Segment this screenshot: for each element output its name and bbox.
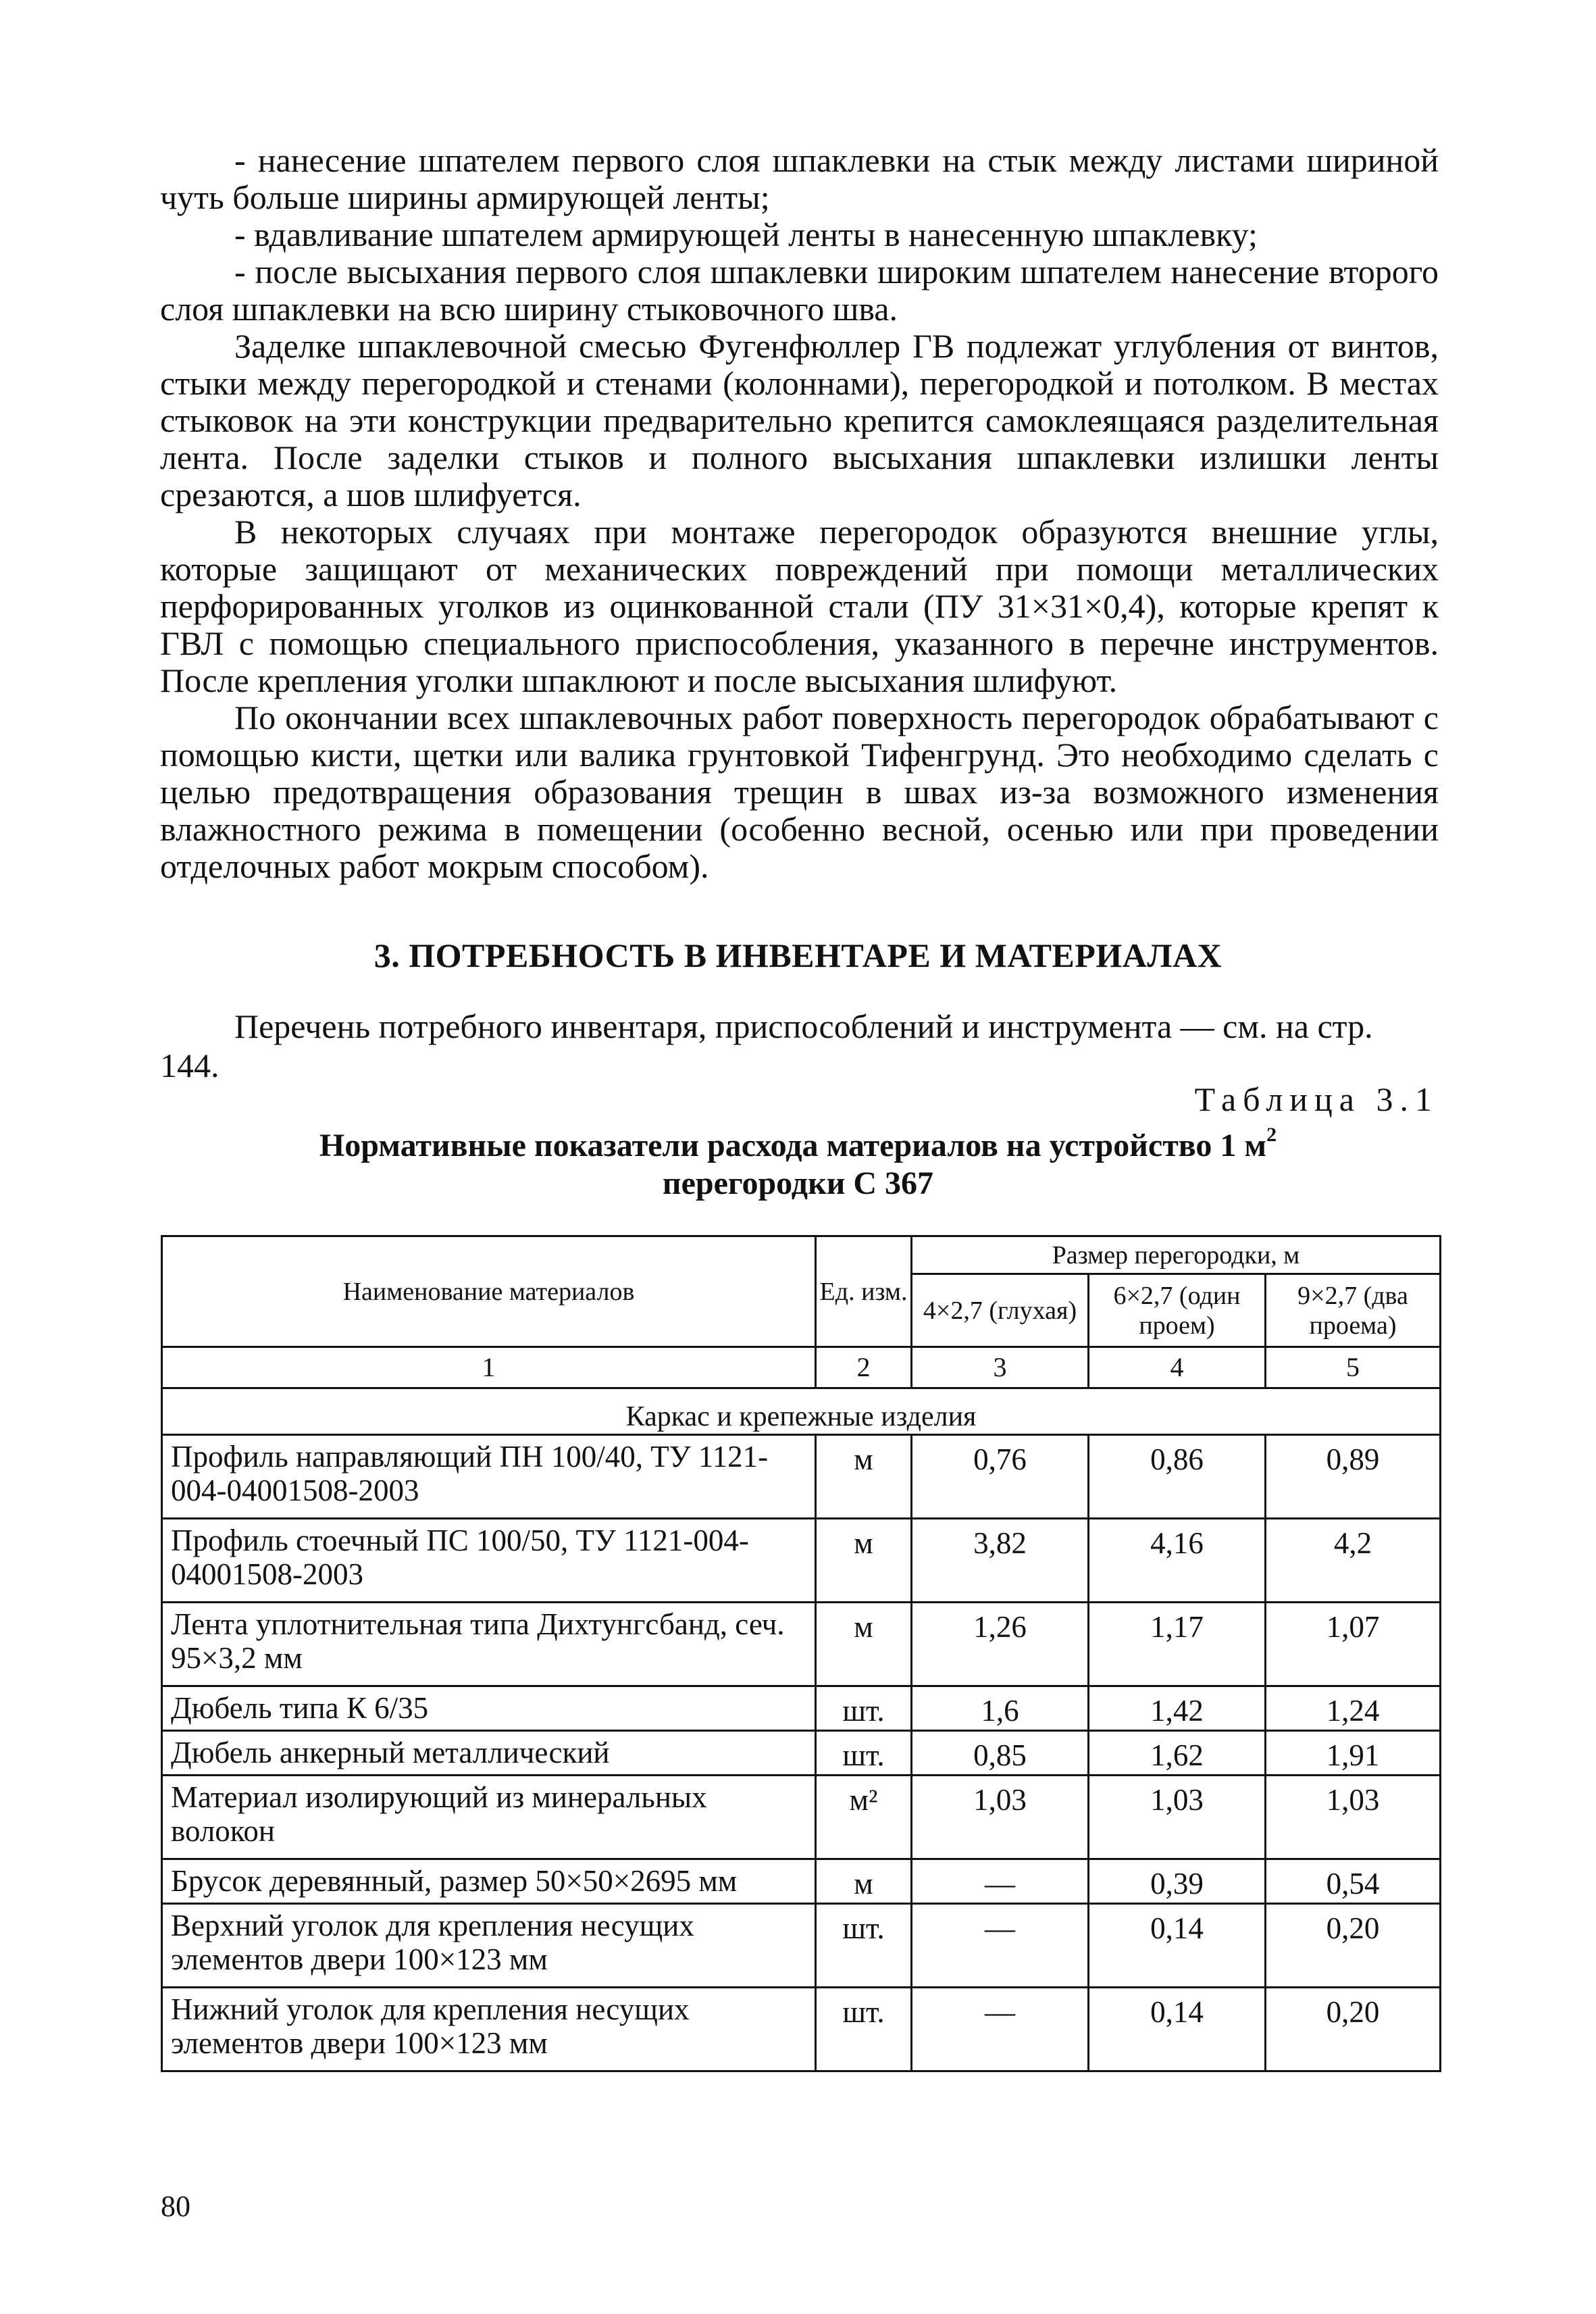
value-cell: 0,39 bbox=[1089, 1859, 1266, 1904]
material-name: Профиль направляющий ПН 100/40, ТУ 1121-004-04001508-2003 bbox=[162, 1435, 816, 1519]
unit-cell: шт. bbox=[816, 1904, 912, 1988]
table-row bbox=[162, 1686, 1441, 1731]
value-cell: 0,20 bbox=[1266, 1904, 1441, 1988]
value-cell: 1,03 bbox=[912, 1776, 1089, 1859]
value-cell: 0,76 bbox=[912, 1435, 1089, 1519]
table-row bbox=[162, 1603, 1441, 1686]
header-col5: 9×2,7 (два проема) bbox=[1266, 1274, 1441, 1347]
table-row bbox=[162, 1435, 1441, 1519]
table-row bbox=[162, 1519, 1441, 1603]
value-cell: 3,82 bbox=[912, 1519, 1089, 1603]
table-row bbox=[162, 1776, 1441, 1859]
material-name: Брусок деревянный, размер 50×50×2695 мм bbox=[162, 1859, 816, 1904]
body-text bbox=[160, 142, 1439, 885]
value-cell: 0,20 bbox=[1266, 1988, 1441, 2071]
reference-line: Перечень потребного инвентаря, приспособлений и инструмента — см. на стр. 144. bbox=[160, 1007, 1373, 1084]
paragraph: - после высыхания первого слоя шпаклевки широким шпателем нанесение второго слоя шпаклевки на всю ширину стыковочного шва. bbox=[160, 253, 1439, 328]
materials-table bbox=[161, 1235, 1441, 2072]
header-col4: 6×2,7 (один проем) bbox=[1089, 1274, 1266, 1347]
value-cell: — bbox=[912, 1988, 1089, 2071]
paragraph: В некоторых случаях при монтаже перегородок образуются внешние углы, которые защищают от механических повреждений при помощи металлических перфорированных уголков из оцинкованной стали (ПУ 31×31×0,4), которые крепят к ГВЛ с помощью специального приспособления, указанного в перечне инструментов. После крепления уголки шпаклюют и после высыхания шлифуют. bbox=[160, 513, 1439, 699]
header-name: Наименование материалов bbox=[162, 1236, 816, 1347]
unit-cell: шт. bbox=[816, 1731, 912, 1776]
unit-cell: шт. bbox=[816, 1686, 912, 1731]
unit-cell: шт. bbox=[816, 1988, 912, 2071]
value-cell: 4,16 bbox=[1089, 1519, 1266, 1603]
value-cell: 0,54 bbox=[1266, 1859, 1441, 1904]
value-cell: 1,24 bbox=[1266, 1686, 1441, 1731]
value-cell: — bbox=[912, 1859, 1089, 1904]
value-cell: 1,62 bbox=[1089, 1731, 1266, 1776]
table-label: Таблица 3.1 bbox=[1194, 1080, 1439, 1118]
table-title-superscript: 2 bbox=[1266, 1124, 1277, 1146]
table-row bbox=[162, 1904, 1441, 1988]
value-cell: 1,03 bbox=[1089, 1776, 1266, 1859]
column-number: 3 bbox=[912, 1347, 1089, 1388]
material-name: Нижний уголок для крепления несущих элементов двери 100×123 мм bbox=[162, 1988, 816, 2071]
column-number: 4 bbox=[1089, 1347, 1266, 1388]
value-cell: 0,89 bbox=[1266, 1435, 1441, 1519]
value-cell: — bbox=[912, 1904, 1089, 1988]
column-number: 1 bbox=[162, 1347, 816, 1388]
value-cell: 1,07 bbox=[1266, 1603, 1441, 1686]
section-row: Каркас и крепежные изделия bbox=[162, 1388, 1441, 1435]
page-number: 80 bbox=[161, 2190, 190, 2223]
value-cell: 0,86 bbox=[1089, 1435, 1266, 1519]
material-name: Верхний уголок для крепления несущих элементов двери 100×123 мм bbox=[162, 1904, 816, 1988]
material-name: Материал изолирующий из минеральных волокон bbox=[162, 1776, 816, 1859]
value-cell: 1,6 bbox=[912, 1686, 1089, 1731]
value-cell: 0,85 bbox=[912, 1731, 1089, 1776]
material-name: Лента уплотнительная типа Дихтунгсбанд, сеч. 95×3,2 мм bbox=[162, 1603, 816, 1686]
value-cell: 4,2 bbox=[1266, 1519, 1441, 1603]
unit-cell: м bbox=[816, 1603, 912, 1686]
header-col3: 4×2,7 (глухая) bbox=[912, 1274, 1089, 1347]
section-heading: 3. ПОТРЕБНОСТЬ В ИНВЕНТАРЕ И МАТЕРИАЛАХ bbox=[374, 936, 1222, 974]
table-title-line1: Нормативные показатели расхода материалов на устройство 1 м bbox=[319, 1128, 1267, 1163]
value-cell: 1,91 bbox=[1266, 1731, 1441, 1776]
unit-cell: м bbox=[816, 1435, 912, 1519]
table-row bbox=[162, 1859, 1441, 1904]
column-number: 5 bbox=[1266, 1347, 1441, 1388]
unit-cell: м² bbox=[816, 1776, 912, 1859]
table-title bbox=[0, 1124, 1596, 1203]
value-cell: 1,03 bbox=[1266, 1776, 1441, 1859]
unit-cell: м bbox=[816, 1519, 912, 1603]
value-cell: 1,42 bbox=[1089, 1686, 1266, 1731]
paragraph: - нанесение шпателем первого слоя шпаклевки на стык между листами шириной чуть больше ширины армирующей ленты; bbox=[160, 141, 1439, 216]
unit-cell: м bbox=[816, 1859, 912, 1904]
table-title-line2: перегородки С 367 bbox=[662, 1165, 934, 1201]
table-row bbox=[162, 1988, 1441, 2071]
value-cell: 0,14 bbox=[1089, 1988, 1266, 2071]
material-name: Профиль стоечный ПС 100/50, ТУ 1121-004-04001508-2003 bbox=[162, 1519, 816, 1603]
value-cell: 1,17 bbox=[1089, 1603, 1266, 1686]
paragraph: По окончании всех шпаклевочных работ поверхность перегородок обрабатывают с помощью кисти, щетки или валика грунтовкой Тифенгрунд. Это необходимо сделать с целью предотвращения образования трещин в швах из-за возможного изменения влажностного режима в помещении (особенно весной, осенью или при проведении отделочных работ мокрым способом). bbox=[160, 699, 1439, 885]
material-name: Дюбель типа К 6/35 bbox=[162, 1686, 816, 1731]
column-number: 2 bbox=[816, 1347, 912, 1388]
paragraph: - вдавливание шпателем армирующей ленты в нанесенную шпаклевку; bbox=[234, 216, 1258, 253]
header-unit: Ед. изм. bbox=[816, 1236, 912, 1347]
value-cell: 0,14 bbox=[1089, 1904, 1266, 1988]
value-cell: 1,26 bbox=[912, 1603, 1089, 1686]
table-row bbox=[162, 1731, 1441, 1776]
material-name: Дюбель анкерный металлический bbox=[162, 1731, 816, 1776]
header-size-group: Размер перегородки, м bbox=[912, 1236, 1441, 1274]
paragraph: Заделке шпаклевочной смесью Фугенфюллер ГВ подлежат углубления от винтов, стыки между перегородкой и стенами (колоннами), перегородкой и потолком. В местах стыковок на эти конструкции предварительно крепится самоклеящаяся разделительная лента. После заделки стыков и полного высыхания шпаклевки излишки ленты срезаются, а шов шлифуется. bbox=[160, 327, 1439, 513]
